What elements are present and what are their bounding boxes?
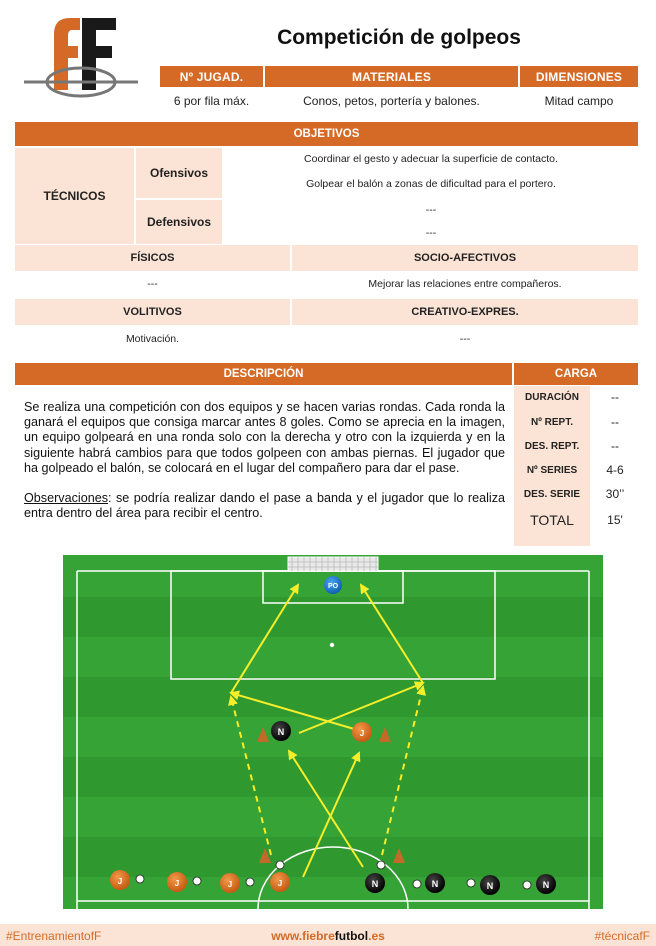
reps-value: -- [611,415,619,429]
socio-affective-value: Mejorar las relaciones entre compañeros. [368,278,562,290]
rep-rest-value: -- [611,439,619,453]
materials-header: MATERIALES [265,66,518,87]
player-n-label: N [542,880,550,890]
goalkeeper-label: PO [327,583,339,590]
creative-label: CREATIVO-EXPRES. [292,299,638,325]
footer-site-middle: futbol [334,929,369,943]
players-header: Nº JUGAD. [160,66,263,87]
page-title: Competición de golpeos [277,26,521,49]
offensive-objective-2: Golpear el balón a zonas de dificultad para el portero. [306,178,556,190]
exercise-diagram [63,555,603,909]
observations-text: : se podría realizar dando el pase a banda y el jugador que lo realiza entra dentro del área para recibir el centro. [24,491,505,521]
footer-hashtag-right: #técnicafF [594,929,650,943]
series-value: 4-6 [606,463,624,477]
objectives-header: OBJETIVOS [15,122,638,146]
load-header: CARGA [514,363,638,385]
offensive-label: Ofensivos [136,148,222,198]
dimensions-header: DIMENSIONES [520,66,638,87]
player-n-label: N [277,727,285,737]
footer-site-suffix: .es [368,929,385,943]
physical-value: --- [147,278,158,290]
player-j-label: J [117,877,123,886]
reps-label: Nº REPT. [531,416,573,428]
footer-website[interactable] [0,929,656,943]
series-rest-value: 30’’ [605,487,625,501]
total-label: TOTAL [530,512,574,528]
player-j-label: J [277,879,283,888]
player-j-label: J [359,729,365,738]
volitional-value: Motivación. [125,333,180,345]
players-value: 6 por fila máx. [173,94,250,108]
defensive-objective-1: --- [425,204,437,216]
series-rest-label: DES. SERIE [523,488,581,500]
player-n-label: N [371,879,379,889]
technical-label: TÉCNICOS [15,148,134,244]
footer [0,924,656,946]
duration-value: -- [611,390,619,404]
offensive-objective-1: Coordinar el gesto y adecuar la superficie de contacto. [304,153,558,165]
duration-label: DURACIÓN [525,391,579,403]
defensive-objective-2: --- [425,227,437,239]
defensive-label: Defensivos [136,200,222,244]
player-j-label: J [227,880,233,889]
penalty-spot [330,643,334,647]
dimensions-value: Mitad campo [544,94,614,108]
goal-net [288,557,378,571]
player-j-label: J [174,879,180,888]
total-value: 15' [607,513,623,527]
observations [24,491,505,521]
physical-label: FÍSICOS [15,245,290,271]
series-label: Nº SERIES [526,464,578,476]
description-body [24,400,505,536]
description-header: DESCRIPCIÓN [15,363,512,385]
player-n-label: N [431,879,439,889]
materials-value: Conos, petos, portería y balones. [303,94,480,108]
player-n-label: N [486,881,494,891]
observations-label: Observaciones [24,491,108,506]
volitional-label: VOLITIVOS [15,299,290,325]
footer-site-prefix: www.fiebre [271,929,335,943]
pitch-surface [63,555,603,909]
description-text: Se realiza una competición con dos equipos y se hacen varias rondas. Cada ronda la ganará el equipos que consiga marcar antes 8 goles. Como se aprecia en la imagen, un equipo golpeará en una ronda solo con la derecha y otro con la izquierda y en la siguiente habrá cambios para que todos golpeen con ambas piernas. El jugador que ha golpeado el balón, se colocará en el lugar del compañero para dar el pase. [24,400,505,475]
creative-value: --- [459,333,471,345]
footer-hashtag-left: #EntrenamientofF [6,929,102,943]
rep-rest-label: DES. REPT. [524,440,580,452]
fiebrefutbol-logo [22,12,140,98]
socio-affective-label: SOCIO-AFECTIVOS [292,245,638,271]
